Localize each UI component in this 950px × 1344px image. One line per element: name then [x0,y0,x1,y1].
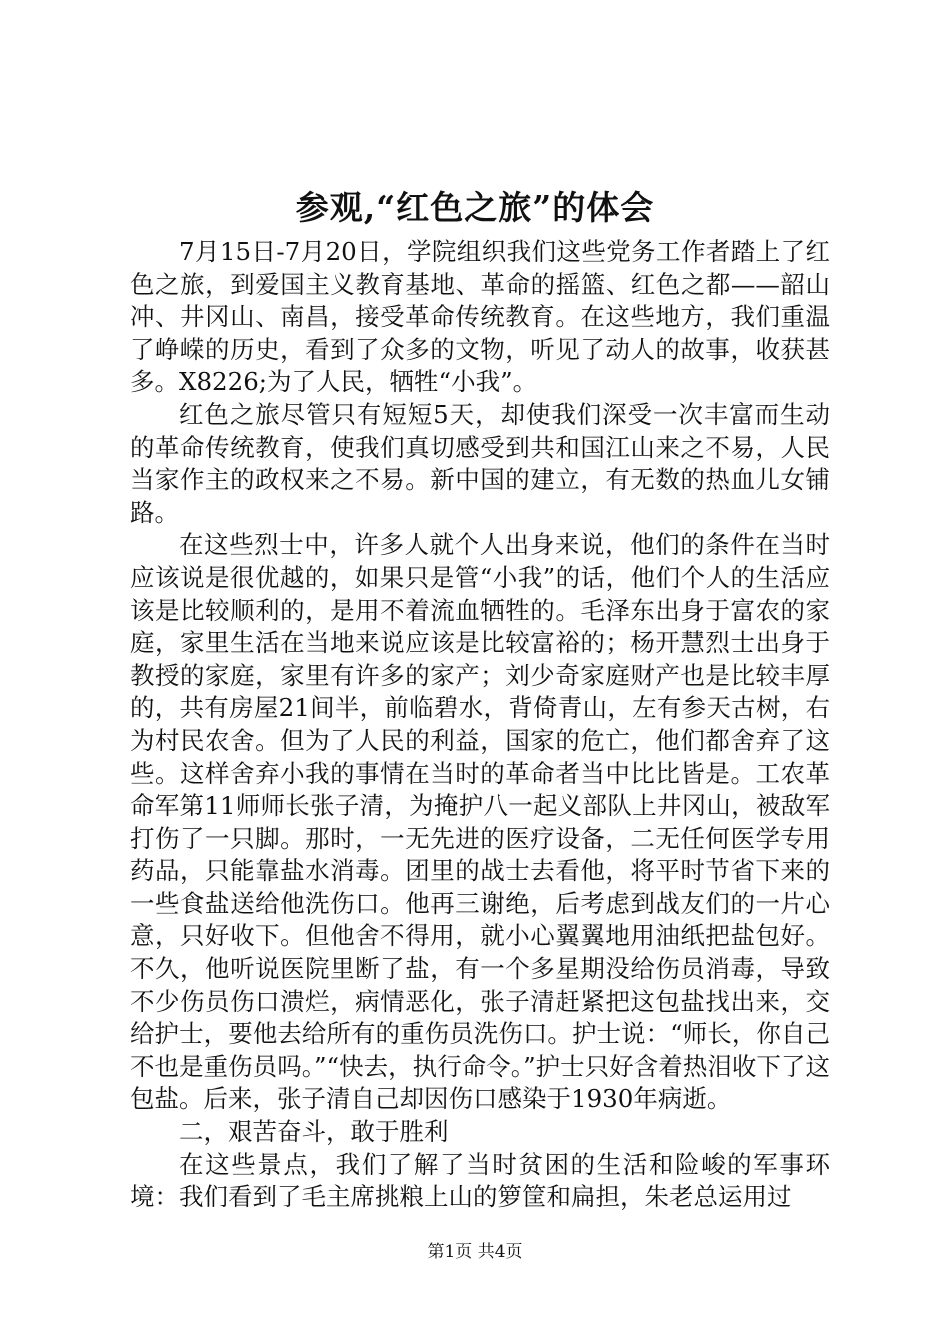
paragraph: 红色之旅尽管只有短短5天，却使我们深受一次丰富而生动的革命传统教育，使我们真切感受到共和国江山来之不易，人民当家作主的政权来之不易。新中国的建立，有无数的热血儿女铺路。 [130,399,830,527]
section-heading: 二，艰苦奋斗，敢于胜利 [179,1117,449,1147]
paragraph: 在这些烈士中，许多人就个人出身来说，他们的条件在当时应该说是很优越的，如果只是管“小我”的话，他们个人的生活应该是比较顺利的，是用不着流血牺牲的。毛泽东出身于富农的家庭，家里生活在当地来说应该是比较富裕的；杨开慧烈士出身于教授的家庭，家里有许多的家产；刘少奇家庭财产也是比较丰厚的，共有房屋21间半，前临碧水，背倚青山，左有参天古树，右为村民农舍。但为了人民的利益，国家的危亡，他们都舍弃了这些。这样舍弃小我的事情在当时的革命者当中比比皆是。工农革命军第11师师长张子清，为掩护八一起义部队上井冈山，被敌军打伤了一只脚。那时，一无先进的医疗设备，二无任何医学专用药品，只能靠盐水消毒。团里的战士去看他，将平时节省下来的一些食盐送给他洗伤口。他再三谢绝，后考虑到战友们的一片心意，只好收下。但他舍不得用，就小心翼翼地用油纸把盐包好。不久，他听说医院里断了盐，有一个多星期没给伤员消毒，导致不少伤员伤口溃烂，病情恶化，张子清赶紧把这包盐找出来，交给护士，要他去给所有的重伤员洗伤口。护士说：“师长，你自己不也是重伤员吗。”“快去，执行命令。”护士只好含着热泪收下了这包盐。后来，张子清自己却因伤口感染于1930年病逝。 [130,530,830,1114]
paragraph: 在这些景点，我们了解了当时贫困的生活和险峻的军事环境：我们看到了毛主席挑粮上山的箩筐和扁担，朱老总运用过 [130,1149,830,1212]
page-footer: 第1页 共4页 [427,1242,523,1262]
document-body [130,236,830,1214]
paragraph: 7月15日-7月20日，学院组织我们这些党务工作者踏上了红色之旅，到爱国主义教育基地、革命的摇篮、红色之都——韶山冲、井冈山、南昌，接受革命传统教育。在这些地方，我们重温了峥嵘的历史，看到了众多的文物，听见了动人的故事，收获甚多。X8226;为了人民，牺牲“小我”。 [130,237,830,397]
document-title: 参观,“红色之旅”的体会 [295,188,655,227]
